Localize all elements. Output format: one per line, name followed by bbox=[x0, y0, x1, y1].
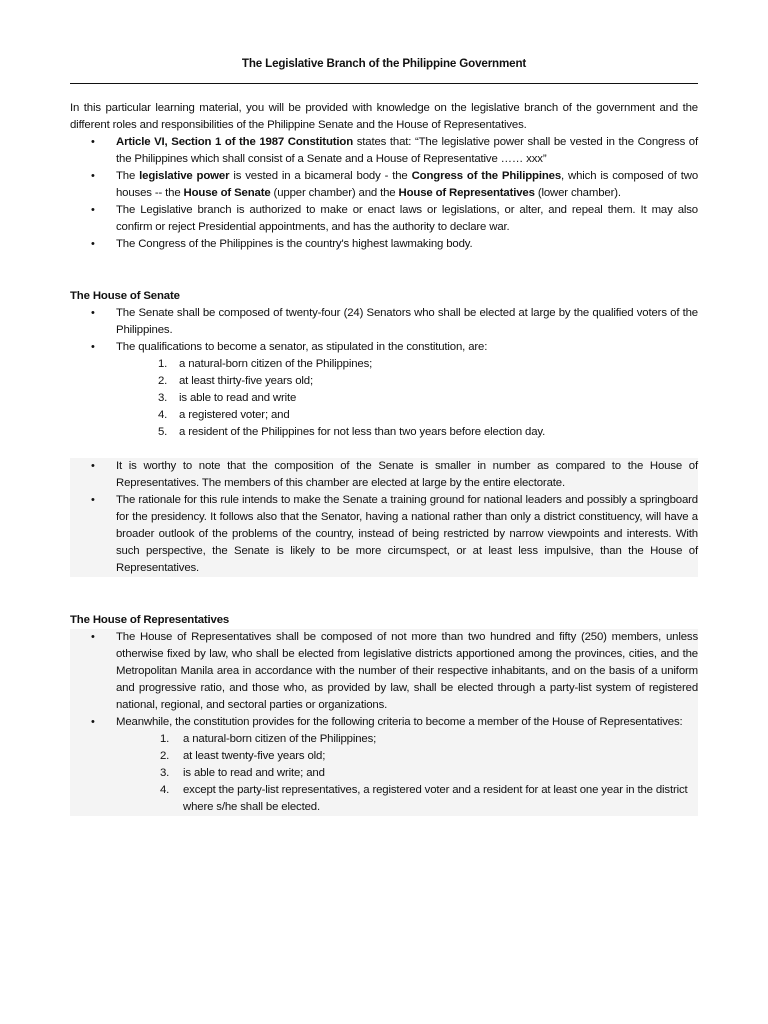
list-item: 3. is able to read and write bbox=[158, 392, 297, 404]
senate-list bbox=[70, 305, 698, 356]
bullet-icon: • bbox=[91, 136, 95, 148]
bullet-icon: • bbox=[91, 460, 95, 472]
list-item: 1. a natural-born citizen of the Philippines; bbox=[160, 733, 377, 745]
list-item: 1. a natural-born citizen of the Philippines; bbox=[158, 358, 373, 370]
bullet-icon: • bbox=[91, 716, 95, 728]
bullet-icon: • bbox=[91, 307, 95, 319]
senate-bullet-2: • The qualifications to become a senator, as stipulated in the constitution, are: bbox=[70, 339, 698, 356]
bullet-icon: • bbox=[91, 204, 95, 216]
list-item: 4. a registered voter; and bbox=[158, 409, 290, 421]
senate-heading: The House of Senate bbox=[70, 290, 180, 302]
house-bullet-1: • The House of Representatives shall be composed of not more than two hundred and fifty (250) members, unless otherwise fixed by law, who shall be elected from legislative districts apportioned among the provinces, cities, and the Metropolitan Manila area in accordance with the number of their respective inhabitants, and on the basis of a uniform and progressive ratio, and those who, as provided by law, shall be elected through a party-list system of registered national, regional, and sectoral parties or organizations. bbox=[91, 631, 698, 711]
bullet-icon: • bbox=[91, 341, 95, 353]
list-item: 5. a resident of the Philippines for not less than two years before election day. bbox=[158, 426, 546, 438]
house-criteria-list bbox=[70, 731, 698, 816]
overview-bullet-2: • The legislative power is vested in a bicameral body - the Congress of the Philippines, which is composed of two houses -- the House of Senate (upper chamber) and the House of Representatives (lower chamber). bbox=[91, 170, 699, 199]
bullet-icon: • bbox=[91, 631, 95, 643]
bullet-icon: • bbox=[91, 494, 95, 506]
list-item: 4. except the party-list representatives, a registered voter and a resident for at least one year in the district where s/he shall be elected. bbox=[160, 784, 688, 813]
overview-bullet-3: • The Legislative branch is authorized to make or enact laws or legislations, or alter, and repeal them. It may also confirm or reject Presidential appointments, and has the authority to declare war. bbox=[91, 204, 698, 233]
intro-paragraph: In this particular learning material, you will be provided with knowledge on the legislative branch of the government and the different roles and responsibilities of the Philippine Senate and the House of Representatives. bbox=[70, 102, 698, 131]
house-bullet-2: • Meanwhile, the constitution provides for the following criteria to become a member of the House of Representatives: bbox=[70, 714, 698, 731]
house-list bbox=[70, 629, 698, 731]
senate-bullet-4: • The rationale for this rule intends to make the Senate a training ground for national leaders and possibly a springboard for the presidency. It follows also that the Senator, having a national rather than only a district constituency, will have a broader outlook of the problems of the country, instead of being restricted by narrow viewpoints and interests. With such perspective, the Senate is likely to be more circumspect, or at least less impulsive, than the House of Representatives. bbox=[91, 494, 698, 574]
house-heading: The House of Representatives bbox=[70, 614, 230, 626]
list-item: 2. at least thirty-five years old; bbox=[158, 375, 313, 387]
senate-qualifications-list bbox=[70, 356, 698, 441]
list-item: 3. is able to read and write; and bbox=[160, 767, 325, 779]
overview-bullet-1: • Article VI, Section 1 of the 1987 Constitution states that: “The legislative power shall be vested in the Congress of the Philippines which shall consist of a Senate and a House of Representative …… xxx” bbox=[91, 136, 699, 165]
senate-bullet-1: • The Senate shall be composed of twenty-four (24) Senators who shall be elected at large by the qualified voters of the Philippines. bbox=[91, 307, 698, 336]
bullet-icon: • bbox=[91, 238, 95, 250]
senate-notes-list bbox=[70, 458, 698, 577]
overview-list bbox=[70, 134, 698, 253]
document-title: The Legislative Branch of the Philippine Government bbox=[70, 0, 698, 84]
list-item: 2. at least twenty-five years old; bbox=[160, 750, 326, 762]
overview-bullet-4: • The Congress of the Philippines is the country's highest lawmaking body. bbox=[70, 236, 698, 253]
bullet-icon: • bbox=[91, 170, 95, 182]
senate-bullet-3: • It is worthy to note that the composition of the Senate is smaller in number as compared to the House of Representatives. The members of this chamber are elected at large by the entire electorate. bbox=[91, 460, 698, 489]
